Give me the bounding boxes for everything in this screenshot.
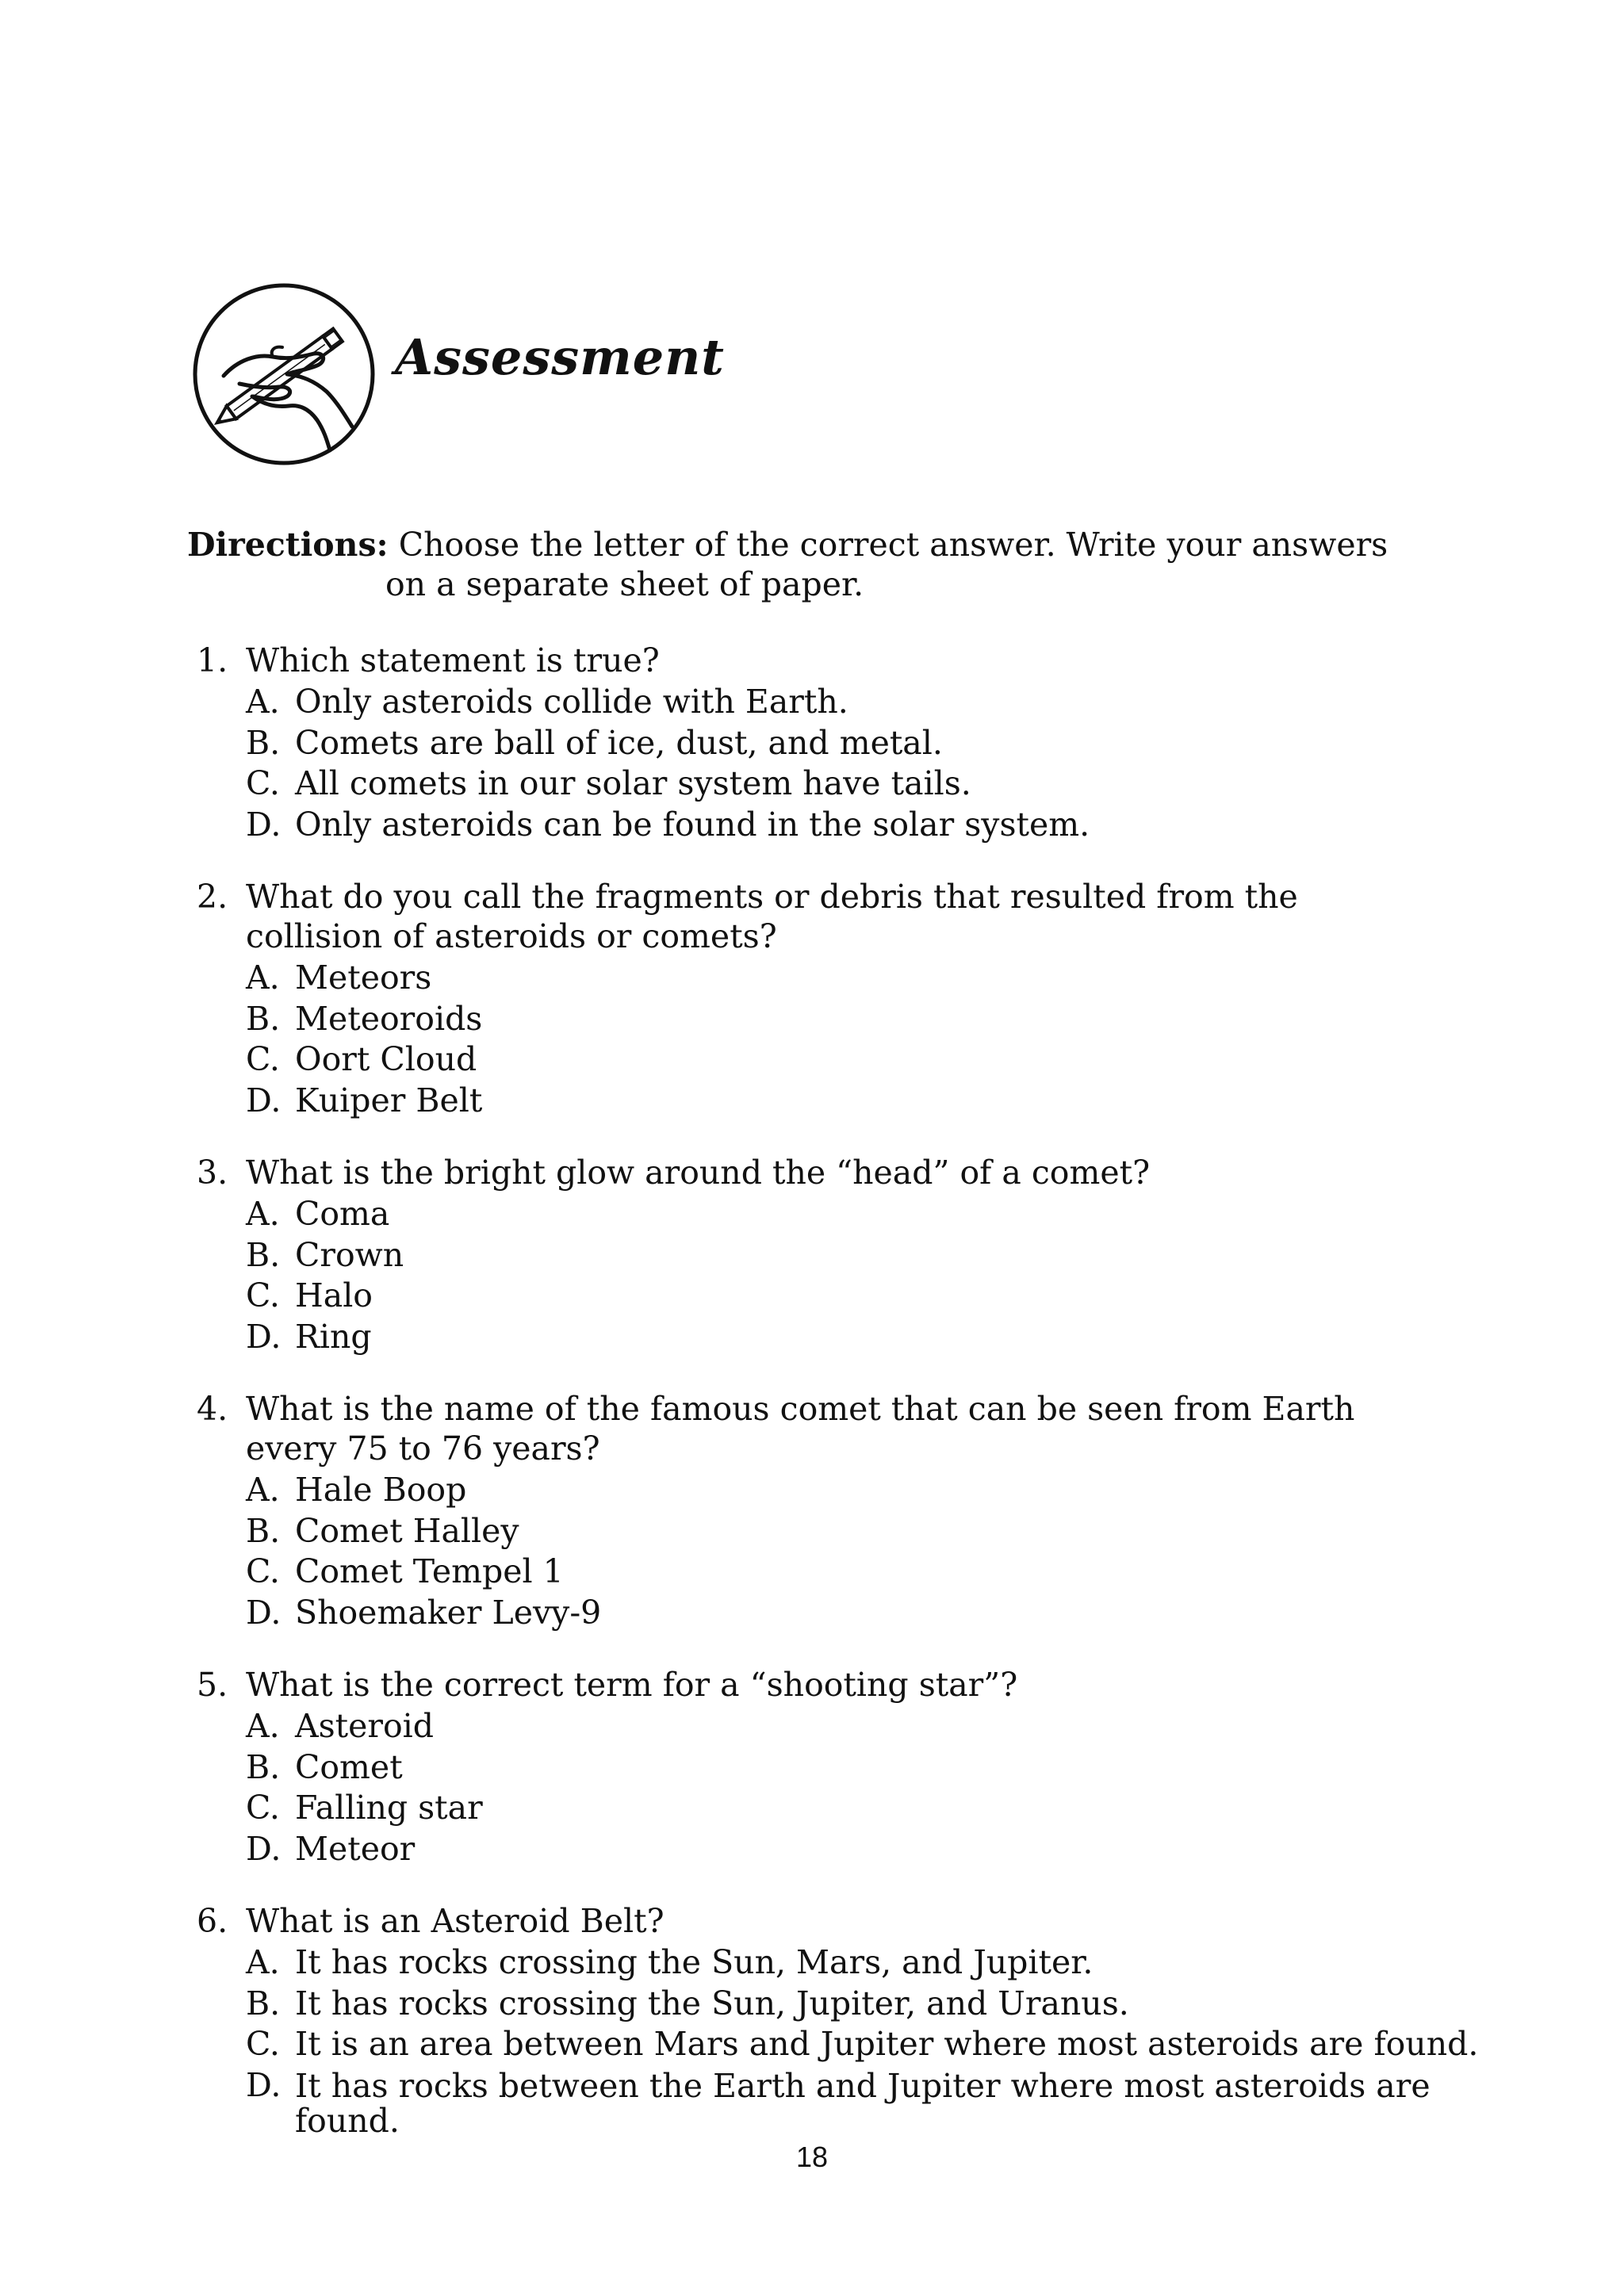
question-stem-line: What is the bright glow around the “head” of a comet?	[246, 1154, 1151, 1192]
choice-letter: C.	[246, 764, 280, 802]
choice-letter: A.	[246, 1195, 280, 1233]
directions-label: Directions:	[187, 526, 389, 564]
question-stem	[197, 877, 1545, 956]
choice-item	[246, 723, 1545, 764]
choice-item	[246, 1194, 1545, 1235]
choice-list	[197, 1470, 1545, 1633]
choice-letter: C.	[246, 1276, 280, 1314]
choice-text: Shoemaker Levy-9	[295, 1593, 602, 1632]
choice-item	[246, 805, 1545, 846]
question-item	[197, 641, 1545, 845]
choice-item	[246, 958, 1545, 999]
question-stem-line: What do you call the fragments or debris that resulted from the	[246, 878, 1298, 916]
choice-item	[246, 1829, 1545, 1870]
choice-item	[246, 1984, 1545, 2025]
choice-item	[246, 1470, 1545, 1511]
choice-letter: B.	[246, 1511, 281, 1550]
choice-text: Hale Boop	[295, 1471, 467, 1509]
choice-item	[246, 1593, 1545, 1634]
choice-item	[246, 1706, 1545, 1747]
choice-item	[246, 1747, 1545, 1789]
question-stem	[197, 641, 1545, 680]
choice-text: It has rocks crossing the Sun, Mars, and Jupiter.	[295, 1943, 1094, 1981]
page-number: 18	[795, 2141, 829, 2173]
choice-list	[197, 682, 1545, 845]
question-stem	[197, 1901, 1545, 1941]
page-title: Assessment	[395, 328, 725, 386]
choice-letter: D.	[246, 1081, 282, 1119]
choice-text: Halo	[295, 1276, 373, 1314]
choice-text: It is an area between Mars and Jupiter where most asteroids are found.	[295, 2025, 1479, 2063]
question-stem	[197, 1665, 1545, 1705]
choice-text: Oort Cloud	[295, 1040, 477, 1078]
choice-letter: D.	[246, 805, 282, 844]
choice-item	[246, 1235, 1545, 1276]
directions-text-line2: on a separate sheet of paper.	[385, 565, 864, 603]
choice-list	[197, 1706, 1545, 1869]
directions-text-line1: Choose the letter of the correct answer. Write your answers	[398, 526, 1388, 564]
choice-item	[246, 1081, 1545, 1122]
choice-letter: C.	[246, 1789, 280, 1827]
choice-text: Asteroid	[295, 1707, 435, 1745]
choice-letter: D.	[246, 1829, 282, 1868]
choice-text: Meteor	[295, 1829, 416, 1868]
choice-text: Meteoroids	[295, 999, 483, 1038]
question-number: 1.	[197, 641, 228, 679]
choice-list	[197, 1194, 1545, 1357]
question-stem-line: Which statement is true?	[246, 641, 660, 679]
choice-item	[246, 1276, 1545, 1317]
choice-item	[246, 1511, 1545, 1552]
question-number: 5.	[197, 1666, 228, 1704]
question-number: 3.	[197, 1154, 228, 1192]
choice-text: Crown	[295, 1235, 404, 1274]
choice-text: Only asteroids collide with Earth.	[295, 683, 848, 721]
choice-text: Comet Halley	[295, 1511, 519, 1550]
choice-item	[246, 2065, 1545, 2138]
choice-letter: D.	[246, 1593, 282, 1632]
question-number: 2.	[197, 878, 228, 916]
choice-letter: D.	[246, 1317, 282, 1356]
choice-letter: D.	[246, 2065, 282, 2104]
question-item	[197, 1901, 1545, 2138]
choice-text: Coma	[295, 1195, 390, 1233]
choice-item	[246, 682, 1545, 723]
choice-text: It has rocks crossing the Sun, Jupiter, and Uranus.	[295, 1984, 1129, 2022]
choice-letter: C.	[246, 1552, 280, 1590]
choice-text: All comets in our solar system have tails.	[295, 764, 971, 802]
directions	[187, 525, 1424, 604]
choice-item	[246, 1942, 1545, 1984]
question-stem-line: What is an Asteroid Belt?	[246, 1902, 665, 1940]
choice-letter: A.	[246, 1707, 280, 1745]
question-item	[197, 1389, 1545, 1633]
choice-text: Comets are ball of ice, dust, and metal.	[295, 723, 943, 762]
choice-letter: B.	[246, 723, 281, 762]
question-stem	[197, 1153, 1545, 1192]
choice-text: Meteors	[295, 959, 432, 997]
choice-item	[246, 1317, 1545, 1358]
question-stem	[197, 1389, 1545, 1468]
choice-item	[246, 1788, 1545, 1829]
choice-letter: B.	[246, 1747, 281, 1786]
choice-text: Comet	[295, 1747, 403, 1786]
choice-letter: C.	[246, 2025, 280, 2063]
choice-item	[246, 1039, 1545, 1081]
question-stem-line: What is the name of the famous comet that can be seen from Earth	[246, 1390, 1355, 1428]
choice-text: Ring	[295, 1317, 372, 1356]
choice-item	[246, 1552, 1545, 1593]
choice-letter: A.	[246, 1943, 280, 1981]
choice-letter: B.	[246, 999, 281, 1038]
question-item	[197, 1153, 1545, 1357]
choice-text: Only asteroids can be found in the solar system.	[295, 805, 1090, 844]
question-number: 4.	[197, 1390, 228, 1428]
question-item	[197, 877, 1545, 1121]
choice-text: It has rocks between the Earth and Jupiter where most asteroids are found.	[295, 2066, 1431, 2140]
hand-writing-pencil-icon	[190, 281, 377, 468]
choice-list	[197, 1942, 1545, 2138]
choice-text: Kuiper Belt	[295, 1081, 483, 1119]
choice-text: Comet Tempel 1	[295, 1552, 564, 1590]
choice-item	[246, 763, 1545, 805]
choice-list	[197, 958, 1545, 1121]
question-item	[197, 1665, 1545, 1869]
question-stem-line: What is the correct term for a “shooting star”?	[246, 1666, 1018, 1704]
choice-letter: A.	[246, 683, 280, 721]
choice-item	[246, 999, 1545, 1040]
choice-text: Falling star	[295, 1789, 483, 1827]
choice-letter: A.	[246, 1471, 280, 1509]
question-stem-line: collision of asteroids or comets?	[246, 917, 777, 955]
choice-letter: B.	[246, 1984, 281, 2022]
question-number: 6.	[197, 1902, 228, 1940]
choice-item	[246, 2024, 1545, 2065]
choice-letter: A.	[246, 959, 280, 997]
choice-letter: B.	[246, 1235, 281, 1274]
choice-letter: C.	[246, 1040, 280, 1078]
question-stem-line: every 75 to 76 years?	[246, 1429, 600, 1468]
